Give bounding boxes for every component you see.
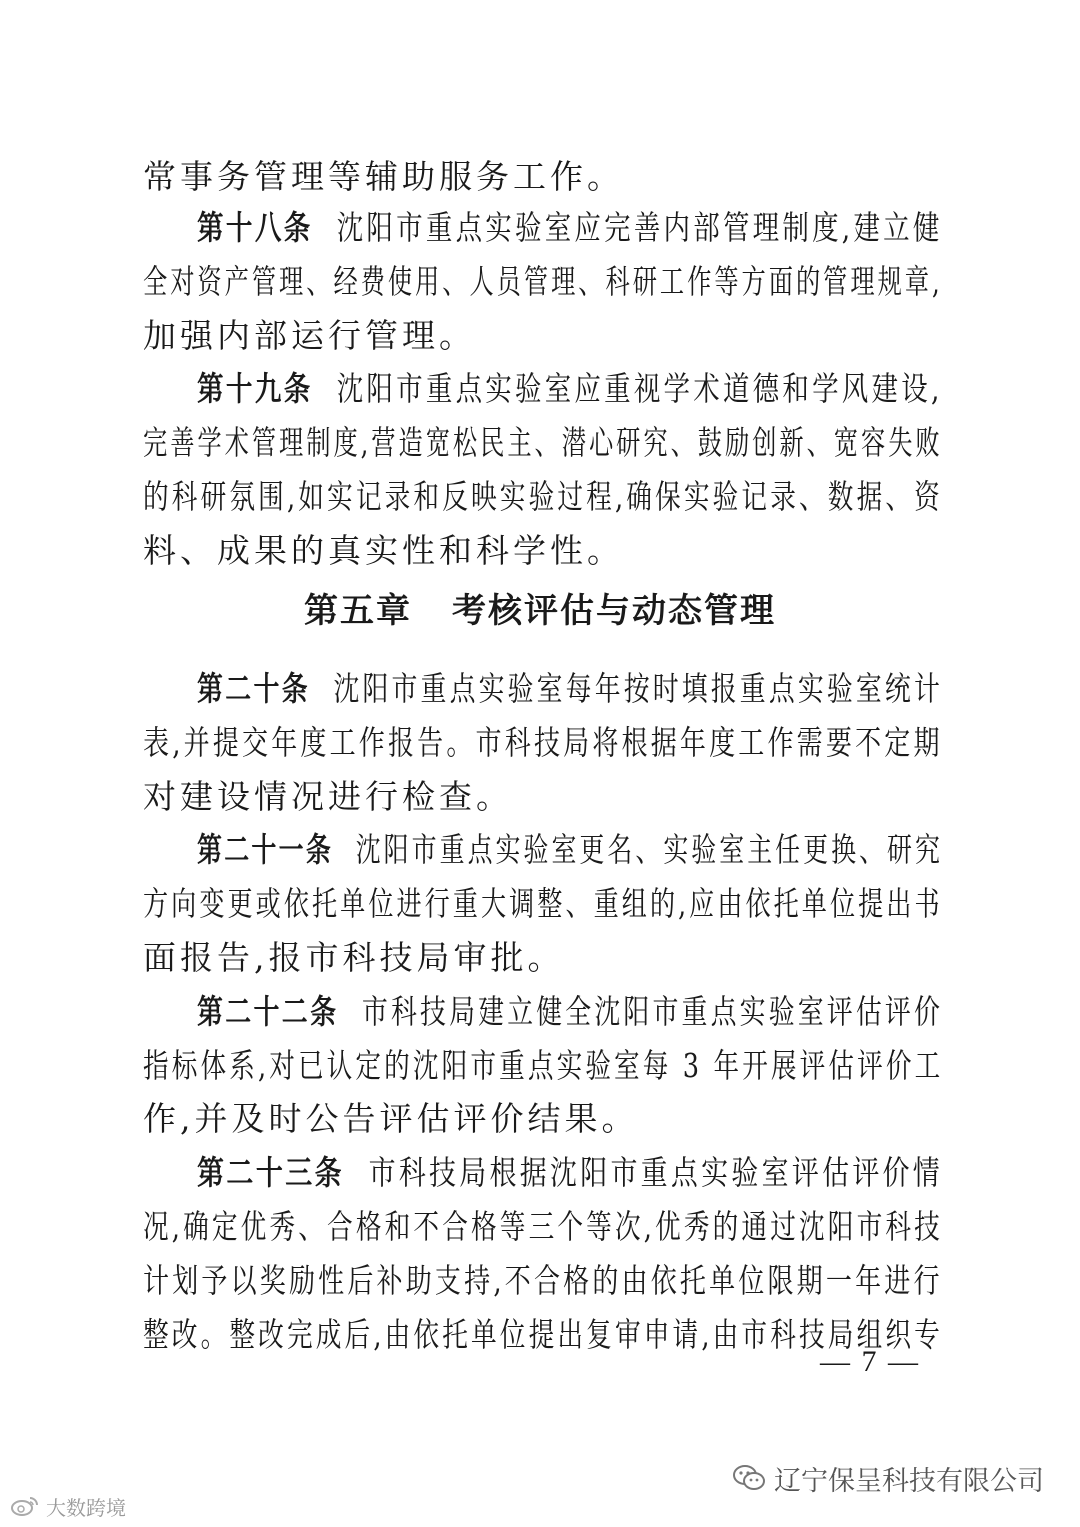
article-first-line xyxy=(197,1146,944,1200)
article-number: 第二十二条 xyxy=(197,992,339,1031)
line-text: 料、成果的真实性和科学性。 xyxy=(143,531,624,570)
line-text: 的科研氛围,如实记录和反映实验过程,确保实验记录、数据、资 xyxy=(143,477,943,516)
text-line xyxy=(143,1039,944,1093)
line-text: 市科技局建立健全沈阳市重点实验室评估评价 xyxy=(361,992,944,1031)
line-text: 面报告,报市科技局审批。 xyxy=(143,938,565,977)
line-text: 常事务管理等辅助服务工作。 xyxy=(143,157,624,196)
line-text: 加强内部运行管理。 xyxy=(143,316,476,355)
line-text: 指标体系,对已认定的沈阳市重点实验室每 3 年开展评估评价工 xyxy=(143,1046,944,1085)
article-number: 第二十一条 xyxy=(197,830,334,869)
article-first-line xyxy=(197,823,943,877)
watermark-wechat xyxy=(732,1455,1044,1501)
line-text: 表,并提交年度工作报告。市科技局将根据年度工作需要不定期 xyxy=(143,723,943,762)
line-text: 全对资产管理、经费使用、人员管理、科研工作等方面的管理规章, xyxy=(143,262,943,301)
text-line xyxy=(143,770,943,824)
text-line xyxy=(143,1254,943,1308)
text-line xyxy=(143,1200,943,1254)
watermark-wechat-text: 辽宁保呈科技有限公司 xyxy=(774,1465,1044,1497)
text-line xyxy=(143,470,943,524)
article-number: 第二十条 xyxy=(197,669,310,708)
watermark-weibo xyxy=(10,1490,126,1522)
line-text: 况,确定优秀、合格和不合格等三个等次,优秀的通过沈阳市科技 xyxy=(143,1207,943,1246)
text-line xyxy=(143,150,943,204)
line-text: 市科技局根据沈阳市重点实验室评估评价情 xyxy=(368,1153,944,1192)
line-text: 沈阳市重点实验室更名、实验室主任更换、研究 xyxy=(355,830,943,869)
text-line xyxy=(143,1092,943,1146)
chapter-heading xyxy=(0,584,1080,638)
weibo-icon xyxy=(10,1495,40,1517)
line-text: 沈阳市重点实验室每年按时填报重点实验室统计 xyxy=(333,669,943,708)
article-first-line xyxy=(197,362,943,416)
text-line xyxy=(143,255,943,309)
line-text: 作,并及时公告评估评价结果。 xyxy=(143,1099,639,1138)
article-number: 第十八条 xyxy=(197,208,313,247)
wechat-icon xyxy=(732,1464,766,1492)
text-line xyxy=(143,1308,943,1362)
text-line xyxy=(143,524,943,578)
page-number: — 7 — xyxy=(820,1345,920,1378)
line-text: 完善学术管理制度,营造宽松民主、潜心研究、鼓励创新、宽容失败 xyxy=(143,423,943,462)
line-text: 沈阳市重点实验室应重视学术道德和学风建设, xyxy=(336,369,943,408)
text-line xyxy=(143,416,943,470)
text-line xyxy=(143,877,943,931)
text-line xyxy=(143,931,943,985)
article-number: 第十九条 xyxy=(197,369,313,408)
article-first-line xyxy=(197,985,944,1039)
article-first-line xyxy=(197,201,943,255)
text-line xyxy=(143,309,943,363)
article-first-line xyxy=(197,662,943,716)
chapter-number: 第五章 xyxy=(304,591,412,631)
text-line xyxy=(143,716,943,770)
line-text: 方向变更或依托单位进行重大调整、重组的,应由依托单位提出书 xyxy=(143,884,943,923)
line-text: 沈阳市重点实验室应完善内部管理制度,建立健 xyxy=(336,208,943,247)
line-text: 计划予以奖励性后补助支持,不合格的由依托单位限期一年进行 xyxy=(143,1261,943,1300)
line-text: 对建设情况进行检查。 xyxy=(143,777,513,816)
chapter-title: 考核评估与动态管理 xyxy=(452,591,776,631)
line-text: 整改。整改完成后,由依托单位提出复审申请,由市科技局组织专 xyxy=(143,1315,943,1354)
watermark-weibo-text: 大数跨境 xyxy=(46,1495,126,1520)
article-number: 第二十三条 xyxy=(197,1153,345,1192)
